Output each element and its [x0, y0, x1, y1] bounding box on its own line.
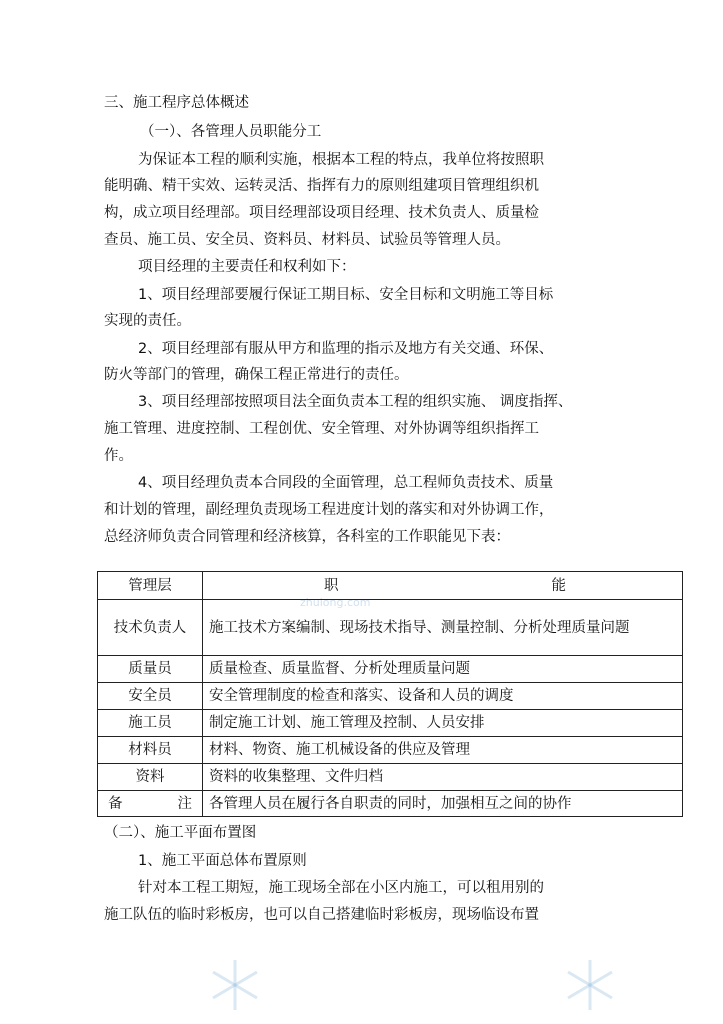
watermark-text: zhulong.com: [300, 596, 371, 609]
paragraph-line: 查员、施工员、安全员、资料员、材料员、试验员等管理人员。: [104, 232, 510, 248]
list-item-line: 总经济师负责合同管理和经济核算，各科室的工作职能见下表：: [104, 529, 510, 545]
list-item-line: 和计划的管理，副经理负责现场工程进度计划的落实和对外协调工作，: [104, 502, 554, 518]
list-item-line: 防火等部门的管理，确保工程正常进行的责任。: [104, 367, 409, 383]
subsection-title: （二）、施工平面布置图: [104, 825, 257, 841]
table-row: [98, 600, 683, 656]
watermark-logo-icon: [205, 955, 265, 1015]
table-row: [98, 656, 683, 683]
list-item-line: 1、项目经理部要履行保证工期目标、安全目标和文明施工等目标: [138, 287, 554, 303]
table-row: [98, 737, 683, 764]
paragraph-line: 构，成立项目经理部。项目经理部设项目经理、技术负责人、质量检: [104, 205, 539, 221]
table-row: [98, 764, 683, 791]
paragraph-line: 针对本工程工期短，施工现场全部在小区内施工，可以租用别的: [138, 880, 544, 896]
list-item-line: 实现的责任。: [104, 313, 191, 329]
list-item-line: 3、项目经理部按照项目法全面负责本工程的组织实施、 调度指挥、: [138, 394, 573, 410]
table-cell-role: 安全员: [98, 683, 203, 710]
table-cell-duty: 资料的收集整理、文件归档: [203, 764, 683, 791]
table-cell-duty: 质量检查、质量监督、分析处理质量问题: [203, 656, 683, 683]
list-item-line: 2、项目经理部有服从甲方和监理的指示及地方有关交通、环保、: [138, 341, 554, 357]
table-cell-duty: 材料、物资、施工机械设备的供应及管理: [203, 737, 683, 764]
table-row: [98, 683, 683, 710]
table-header-duty-right: 能: [551, 577, 566, 594]
table-row: [98, 710, 683, 737]
table-cell-duty: 施工技术方案编制、现场技术指导、测量控制、分析处理质量问题: [203, 600, 683, 656]
table-cell-note: 各管理人员在履行各自职责的同时，加强相互之间的协作: [203, 791, 683, 817]
table-cell-role: 资料: [98, 764, 203, 791]
table-cell-role: 质量员: [98, 656, 203, 683]
watermark-logo-icon: [560, 955, 620, 1015]
paragraph-line: 项目经理的主要责任和权利如下：: [138, 259, 356, 275]
table-header-duty-left: 职: [324, 577, 339, 594]
section-title: 三、施工程序总体概述: [104, 95, 249, 111]
layout-principle-title: 1、施工平面总体布置原则: [138, 853, 307, 869]
table-cell-role: 技术负责人: [98, 600, 203, 656]
table-header-role: 管理层: [98, 572, 203, 600]
list-item-line: 施工管理、进度控制、工程创优、安全管理、对外协调等组织指挥工: [104, 421, 539, 437]
table-header-row: [98, 572, 683, 600]
note-label-left: 备: [108, 795, 123, 812]
table-row-note: [98, 791, 683, 817]
table-cell-note-role: [98, 791, 203, 817]
table-cell-role: 材料员: [98, 737, 203, 764]
table-cell-role: 施工员: [98, 710, 203, 737]
paragraph-line: 施工队伍的临时彩板房，也可以自己搭建临时彩板房，现场临设布置: [104, 907, 539, 923]
list-item-line: 作。: [104, 448, 133, 464]
table-cell-duty: 安全管理制度的检查和落实、设备和人员的调度: [203, 683, 683, 710]
table-header-duty: [203, 572, 683, 600]
list-item-line: 4、项目经理负责本合同段的全面管理，总工程师负责技术、质量: [138, 475, 554, 491]
duty-table: [97, 571, 683, 817]
note-label-right: 注: [177, 795, 192, 812]
paragraph-line: 能明确、精干实效、运转灵活、指挥有力的原则组建项目管理组织机: [104, 178, 539, 194]
table-cell-duty: 制定施工计划、施工管理及控制、人员安排: [203, 710, 683, 737]
subsection-title: （一）、各管理人员职能分工: [140, 124, 322, 140]
paragraph-line: 为保证本工程的顺利实施，根据本工程的特点，我单位将按照职: [138, 152, 544, 168]
